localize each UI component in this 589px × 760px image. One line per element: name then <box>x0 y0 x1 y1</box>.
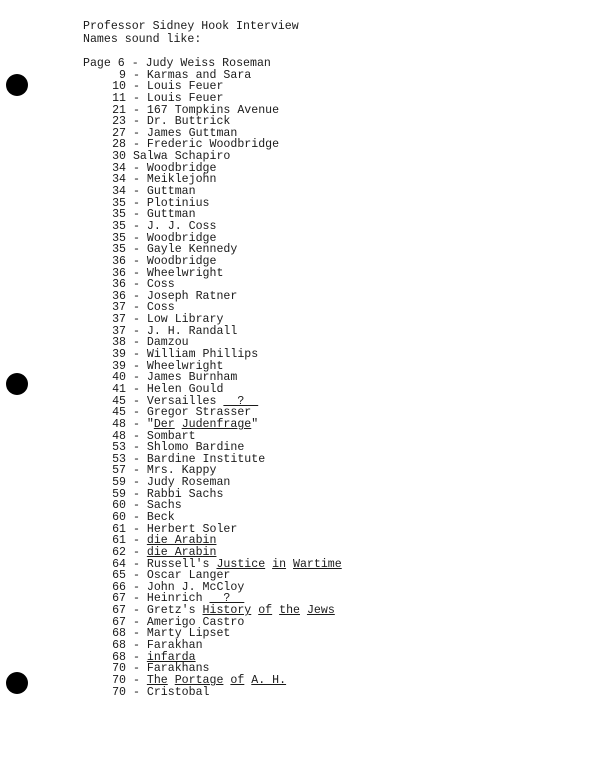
entry-text: Judy Weiss Roseman <box>145 57 271 70</box>
separator: - <box>126 429 147 443</box>
entry-text: Wheelwright <box>146 359 224 373</box>
underlined-text: die Arabin <box>146 545 217 559</box>
entry-text: Plotinius <box>146 196 210 210</box>
document-header <box>83 20 299 46</box>
separator: - <box>126 557 147 571</box>
page-number: 67 <box>112 592 126 606</box>
separator: - <box>126 231 147 245</box>
underlined-text: ? <box>223 394 259 408</box>
separator: - <box>126 394 147 408</box>
separator: - <box>126 650 147 664</box>
entry-text: Gregor Strasser <box>146 406 252 420</box>
page-number: 37 <box>112 301 126 315</box>
separator: - <box>126 243 147 257</box>
separator: - <box>126 545 147 559</box>
page-number: 35 <box>112 196 126 210</box>
entry-text <box>300 604 307 617</box>
entry-text: Louis Feuer <box>146 91 224 105</box>
entry-text: Sombart <box>146 429 196 443</box>
separator: - <box>126 185 147 199</box>
page-number: 60 <box>112 510 126 524</box>
separator: - <box>126 359 147 373</box>
underlined-text: Wartime <box>293 557 342 571</box>
separator: - <box>126 301 147 315</box>
entry-text: Salwa Schapiro <box>132 150 231 164</box>
entry-text: J. H. Randall <box>146 324 238 338</box>
underlined-text: the <box>279 604 300 618</box>
entry-text: Meiklejohn <box>146 173 217 187</box>
page-number: 23 <box>112 115 126 129</box>
entry-text: Helen Gould <box>146 382 224 396</box>
page-number: 35 <box>112 243 126 257</box>
page-number: 45 <box>112 394 126 408</box>
page-number: 57 <box>112 464 126 478</box>
page-number: 65 <box>112 569 126 583</box>
separator: - <box>126 80 147 94</box>
page-number: 35 <box>112 219 126 233</box>
page-number: 53 <box>112 441 126 455</box>
page-number: 68 <box>112 627 126 641</box>
page-number: 41 <box>112 382 126 396</box>
page-number: 59 <box>112 476 126 490</box>
page-number: 40 <box>112 371 126 385</box>
separator: - <box>126 91 147 105</box>
separator: - <box>126 580 147 594</box>
underlined-text: History <box>202 604 252 618</box>
entry-text: James Guttman <box>146 126 238 140</box>
underlined-text: Der <box>153 417 175 431</box>
separator: - <box>126 371 147 385</box>
page-number: 21 <box>112 103 126 117</box>
separator: - <box>126 627 147 641</box>
separator: - <box>126 534 147 548</box>
entry-text: Russell's <box>146 557 217 571</box>
page-number: 70 <box>112 662 126 676</box>
separator: - <box>126 464 147 478</box>
document-title: Professor Sidney Hook Interview <box>83 20 299 33</box>
separator: - <box>126 452 147 466</box>
page-number: 6 <box>110 57 125 70</box>
page-number: 48 <box>112 429 126 443</box>
page-number: 62 <box>112 545 126 559</box>
underlined-text: Portage <box>174 673 224 687</box>
underlined-text: in <box>272 557 287 571</box>
entry-text: Coss <box>146 278 175 292</box>
page-number: 28 <box>112 138 126 152</box>
entry-text: " <box>251 417 259 431</box>
separator: - <box>126 161 147 175</box>
list-item <box>83 640 342 652</box>
page-number: 68 <box>112 650 126 664</box>
page-number: 27 <box>112 126 126 140</box>
entry-text: Gretz's <box>146 604 203 618</box>
entry-text: Karmas and Sara <box>146 68 252 82</box>
separator: - <box>126 604 147 618</box>
separator: - <box>126 662 147 676</box>
page-label: Page <box>83 57 111 70</box>
entry-text: Dr. Buttrick <box>146 115 231 129</box>
underlined-text: ? <box>209 592 245 606</box>
separator: - <box>126 673 147 687</box>
underlined-text: of <box>258 604 273 618</box>
entry-text: Farakhans <box>146 662 210 676</box>
separator: - <box>126 417 147 431</box>
entry-text: James Burnham <box>146 371 238 385</box>
list-item <box>83 186 342 198</box>
entry-text: Mrs. Kappy <box>146 464 217 478</box>
page-number: 35 <box>112 208 126 222</box>
underlined-text: Judenfrage <box>181 417 252 431</box>
page-number: 36 <box>112 254 126 268</box>
underlined-text: of <box>230 673 245 687</box>
separator: - <box>126 522 147 536</box>
entry-text: Oscar Langer <box>146 569 231 583</box>
page-number: 67 <box>112 604 126 618</box>
separator: - <box>126 278 147 292</box>
underlined-text: die Arabin <box>146 534 217 548</box>
page-number: 66 <box>112 580 126 594</box>
entry-text: William Phillips <box>146 348 259 362</box>
page-number: 70 <box>112 673 126 687</box>
entry-text: Louis Feuer <box>146 80 224 94</box>
entry-text: Woodbridge <box>146 254 217 268</box>
page-number: 10 <box>112 80 126 94</box>
entry-text: Bardine Institute <box>146 452 266 466</box>
entry-text: Herbert Soler <box>146 522 238 536</box>
entry-text: Amerigo Castro <box>146 615 245 629</box>
separator: - <box>126 510 147 524</box>
separator: - <box>126 196 147 210</box>
entry-text: Heinrich <box>146 592 210 606</box>
entry-text: Farakhan <box>146 639 203 653</box>
entry-text: Rabbi Sachs <box>146 487 224 501</box>
separator: - <box>126 219 147 233</box>
separator: - <box>126 615 147 629</box>
entry-text: Sachs <box>146 499 182 513</box>
page-number: 53 <box>112 452 126 466</box>
separator: - <box>126 336 147 350</box>
underlined-text: The <box>146 673 168 687</box>
separator: - <box>126 499 147 513</box>
entry-text: Guttman <box>146 208 196 222</box>
entry-text: Frederic Woodbridge <box>146 138 280 152</box>
binder-hole-middle <box>6 373 28 395</box>
page-number: 34 <box>112 173 126 187</box>
entry-text: Joseph Ratner <box>146 289 238 303</box>
separator: - <box>124 57 146 70</box>
entry-text: Marty Lipset <box>146 627 231 641</box>
separator: - <box>126 569 147 583</box>
entry-text: Shlomo Bardine <box>146 441 245 455</box>
separator: - <box>126 639 147 653</box>
list-item <box>83 419 342 431</box>
separator: - <box>126 685 147 699</box>
page-number: 36 <box>112 289 126 303</box>
binder-hole-bottom <box>6 672 28 694</box>
page-number: 67 <box>112 615 126 629</box>
entry-text: Cristobal <box>146 685 210 699</box>
binder-hole-top <box>6 74 28 96</box>
entry-text: Judy Roseman <box>146 476 231 490</box>
page-number: 64 <box>112 557 126 571</box>
entry-text: Versailles <box>146 394 224 408</box>
underlined-text: Jews <box>306 604 335 618</box>
underlined-text: Justice <box>216 557 266 571</box>
separator: - <box>126 115 147 129</box>
page-number: 39 <box>112 348 126 362</box>
separator: - <box>126 208 147 222</box>
entry-text: Coss <box>146 301 175 315</box>
page-number: 45 <box>112 406 126 420</box>
page-number: 61 <box>112 534 126 548</box>
entry-text: Wheelwright <box>146 266 224 280</box>
page-number: 38 <box>112 336 126 350</box>
separator: - <box>126 487 147 501</box>
name-list <box>83 58 342 698</box>
entry-text: Beck <box>146 510 175 524</box>
page-number: 37 <box>112 313 126 327</box>
page-number: 60 <box>112 499 126 513</box>
page-number: 34 <box>112 161 126 175</box>
page-number: 70 <box>112 685 126 699</box>
separator: - <box>126 592 147 606</box>
page-number: 37 <box>112 324 126 338</box>
document-subtitle: Names sound like: <box>83 33 202 47</box>
separator: - <box>126 324 147 338</box>
page-number: 30 <box>112 150 126 164</box>
page-number: 9 <box>119 68 126 82</box>
separator: - <box>126 289 147 303</box>
page-number: 59 <box>112 487 126 501</box>
separator: - <box>126 68 147 82</box>
underlined-text: infarda <box>146 650 196 664</box>
separator: - <box>126 382 147 396</box>
page-number: 34 <box>112 185 126 199</box>
underlined-text: A. H. <box>251 673 287 687</box>
list-item <box>83 675 342 687</box>
entry-text <box>286 558 293 571</box>
page-number: 61 <box>112 522 126 536</box>
page-number: 36 <box>112 278 126 292</box>
separator: - <box>126 348 147 362</box>
separator: - <box>126 476 147 490</box>
separator: - <box>126 254 147 268</box>
separator: - <box>126 313 147 327</box>
entry-text: Guttman <box>146 185 196 199</box>
entry-text: Damzou <box>146 336 189 350</box>
separator: - <box>126 406 147 420</box>
separator: - <box>126 103 147 117</box>
entry-text: Low Library <box>146 313 224 327</box>
separator: - <box>126 173 147 187</box>
page-number: 39 <box>112 359 126 373</box>
page-number: 11 <box>112 91 126 105</box>
page-number: 35 <box>112 231 126 245</box>
entry-text: Gayle Kennedy <box>146 243 238 257</box>
list-item <box>83 687 342 699</box>
page-number: 68 <box>112 639 126 653</box>
page-number: 36 <box>112 266 126 280</box>
entry-text: John J. McCloy <box>146 580 245 594</box>
separator: - <box>126 138 147 152</box>
separator: - <box>126 441 147 455</box>
page-number: 48 <box>112 417 126 431</box>
entry-text: 167 Tompkins Avenue <box>146 103 280 117</box>
separator: - <box>126 266 147 280</box>
entry-text: Woodbridge <box>146 161 217 175</box>
separator: - <box>126 126 147 140</box>
entry-text: " <box>146 417 154 431</box>
entry-text: J. J. Coss <box>146 219 217 233</box>
entry-text: Woodbridge <box>146 231 217 245</box>
